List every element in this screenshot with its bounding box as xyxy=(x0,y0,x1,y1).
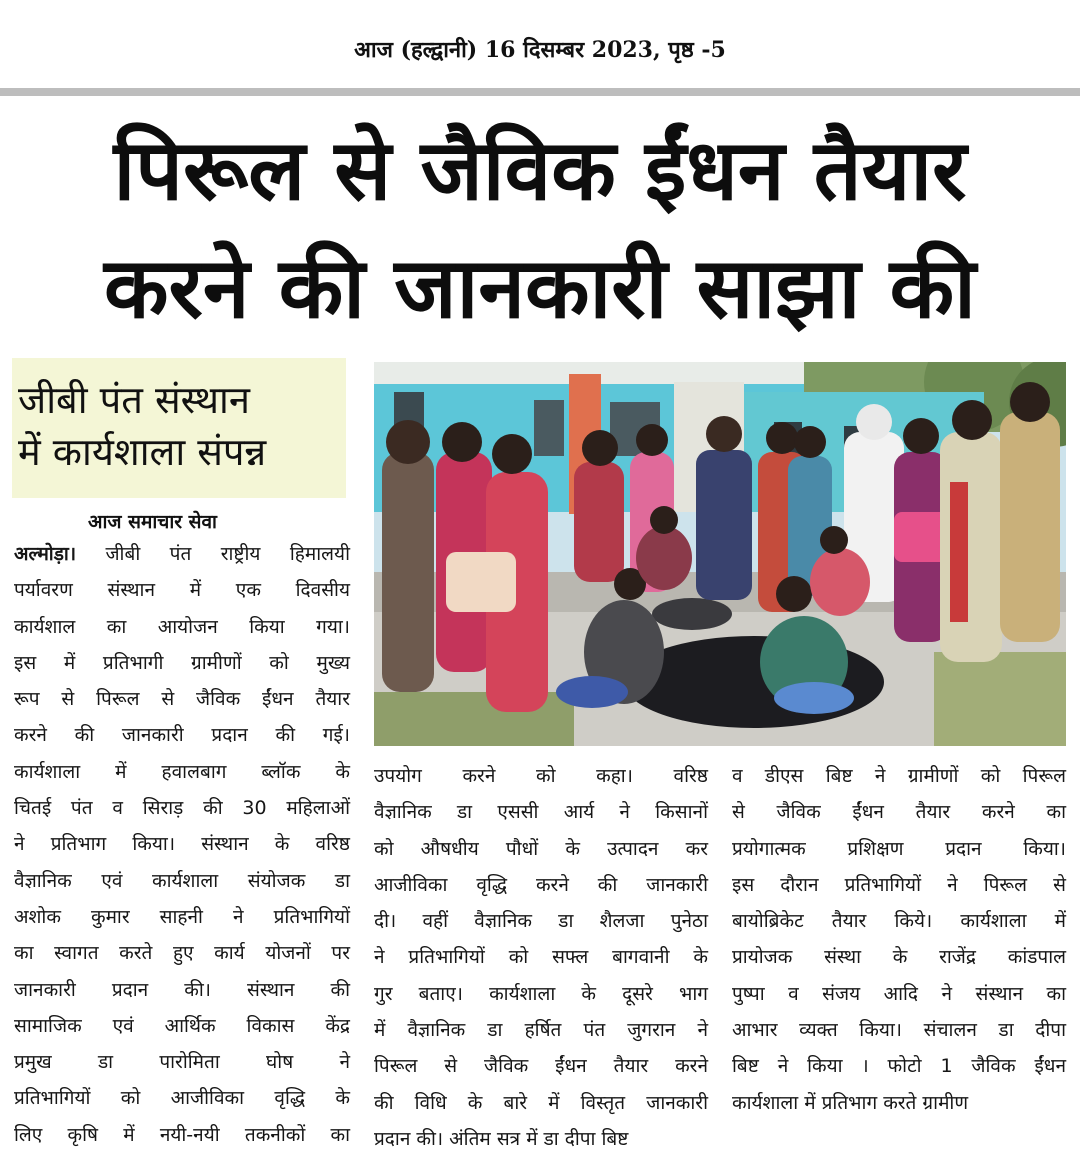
article-line: रूप से पिरूल से जैविक ईंधन तैयार xyxy=(14,688,350,711)
article-line: पर्यावरण संस्थान में एक दिवसीय xyxy=(14,579,350,602)
article-line: प्रतिभागियों को आजीविका वृद्धि के xyxy=(14,1087,350,1110)
article-line: इस में प्रतिभागी ग्रामीणों को मुख्य xyxy=(14,651,350,674)
article-line: आजीविका वृद्धि करने की जानकारी xyxy=(374,873,708,896)
headline-line-1: पिरूल से जैविक ईंधन तैयार xyxy=(113,121,967,219)
article-column-2 xyxy=(374,758,708,1157)
article-line: कार्यशाल का आयोजन किया गया। xyxy=(14,615,350,638)
subhead-line-2: में कार्यशाला संपन्न xyxy=(18,430,267,474)
article-line: करने की जानकारी प्रदान की गई। xyxy=(14,724,350,747)
workshop-photo-illustration xyxy=(374,362,1066,746)
article-line: ने प्रतिभागियों को सफ्ल बागवानी के xyxy=(374,946,708,969)
article-line: बिष्ट ने किया । फोटो 1 जैविक ईंधन xyxy=(732,1055,1066,1078)
article-line: प्रायोजक संस्था के राजेंद्र कांडपाल xyxy=(732,946,1066,969)
article-line: अल्मोड़ा। जीबी पंत राष्ट्रीय हिमालयी xyxy=(14,543,350,565)
article-line: पुष्पा व संजय आदि ने संस्थान का xyxy=(732,982,1066,1005)
article-line: का स्वागत करते हुए कार्य योजनों पर xyxy=(14,942,350,965)
article-line: दी। वहीं वैज्ञानिक डा शैलजा पुनेठा xyxy=(374,910,708,933)
byline: आज समाचार सेवा xyxy=(88,511,217,533)
article-line: में वैज्ञानिक डा हर्षित पंत जुगरान ने xyxy=(374,1019,708,1042)
article-line: प्रदान की। अंतिम सत्र में डा दीपा बिष्ट xyxy=(374,1127,629,1150)
article-line: इस दौरान प्रतिभागियों ने पिरूल से xyxy=(732,873,1066,896)
article-line: उपयोग करने को कहा। वरिष्ठ xyxy=(374,765,708,787)
article-line: अशोक कुमार साहनी ने प्रतिभागियों xyxy=(14,905,350,928)
masthead xyxy=(0,0,1080,88)
article-line: व डीएस बिष्ट ने ग्रामीणों को पिरूल xyxy=(732,765,1066,787)
article-line: ने प्रतिभाग किया। संस्थान के वरिष्ठ xyxy=(14,833,350,856)
article-line: लिए कृषि में नयी-नयी तकनीकों का xyxy=(14,1123,350,1146)
article-line: प्रयोगात्मक प्रशिक्षण प्रदान किया। xyxy=(732,837,1066,860)
article-line: आभार व्यक्त किया। संचालन डा दीपा xyxy=(732,1019,1066,1042)
page-dateline: आज (हल्द्वानी) 16 दिसम्बर 2023, पृष्ठ -5 xyxy=(354,37,726,63)
subhead-line-1: जीबी पंत संस्थान xyxy=(18,378,250,422)
headline-line-2: करने की जानकारी साझा की xyxy=(104,239,976,337)
dateline-place: अल्मोड़ा। xyxy=(14,543,77,565)
article-line: सामाजिक एवं आर्थिक विकास केंद्र xyxy=(14,1014,350,1037)
article-line: कार्यशाला में हवालबाग ब्लॉक के xyxy=(14,760,350,783)
masthead-divider xyxy=(0,88,1080,96)
article-line: पिरूल से जैविक ईंधन तैयार करने xyxy=(374,1055,708,1078)
article-column-1 xyxy=(14,536,350,1153)
article-line: बायोब्रिकेट तैयार किये। कार्यशाला में xyxy=(732,910,1066,933)
article-line: वैज्ञानिक एवं कार्यशाला संयोजक डा xyxy=(14,869,350,892)
article-line: वैज्ञानिक डा एससी आर्य ने किसानों xyxy=(374,801,708,824)
article-line: कार्यशाला में प्रतिभाग करते ग्रामीण xyxy=(732,1091,969,1114)
article-line: गुर बताए। कार्यशाला के दूसरे भाग xyxy=(374,982,708,1005)
subhead-box xyxy=(12,358,346,498)
workshop-photo xyxy=(374,362,1066,746)
article-line: को औषधीय पौधों के उत्पादन कर xyxy=(374,837,708,860)
article-line: से जैविक ईंधन तैयार करने का xyxy=(732,801,1066,824)
article-line: की विधि के बारे में विस्तृत जानकारी xyxy=(374,1091,708,1114)
news-clipping xyxy=(0,96,1080,1163)
article-column-3 xyxy=(732,758,1066,1121)
article-line: जानकारी प्रदान की। संस्थान की xyxy=(14,978,350,1001)
article-line: चितई पंत व सिराड़ की 30 महिलाओं xyxy=(14,797,350,820)
article-line: प्रमुख डा पारोमिता घोष ने xyxy=(14,1051,350,1074)
